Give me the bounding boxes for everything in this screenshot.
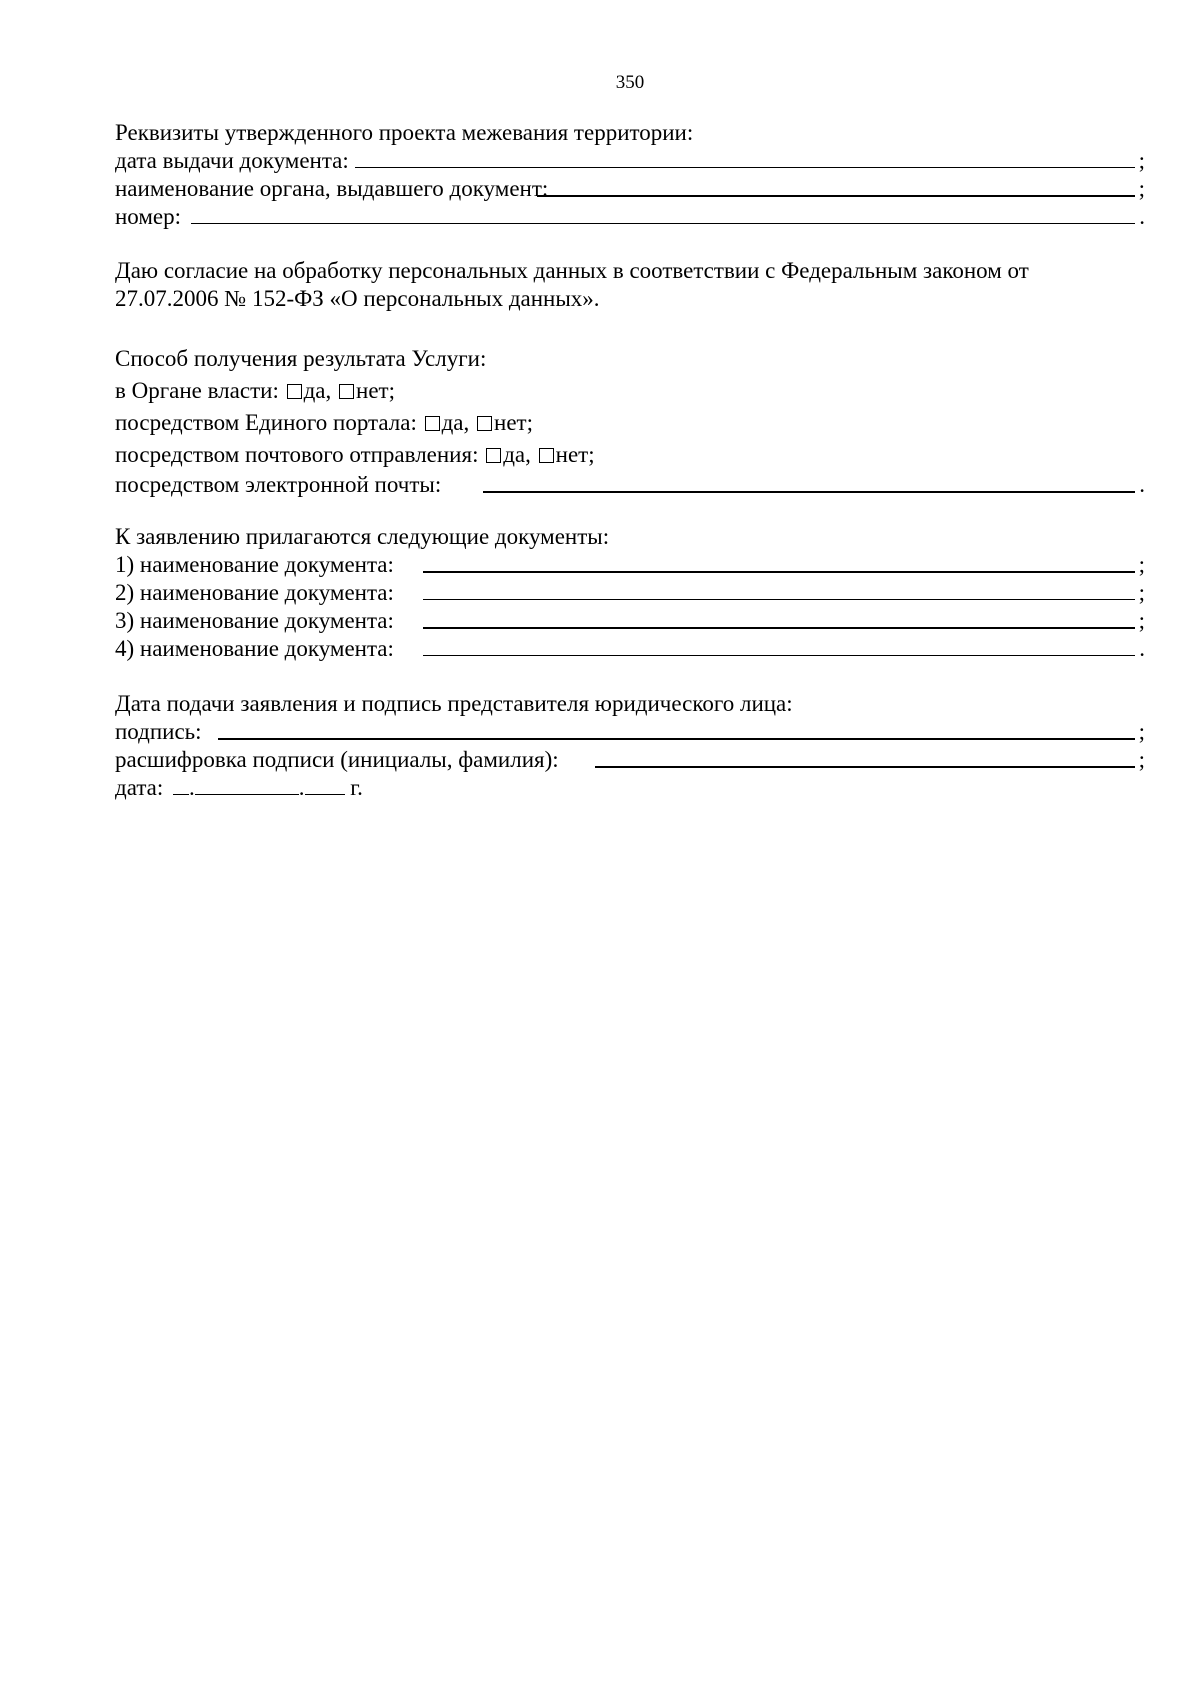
issue-date-end: ;: [1138, 148, 1145, 173]
number-label: номер:: [115, 204, 182, 229]
portal-yes-checkbox[interactable]: [425, 416, 440, 431]
post-no-label: нет;: [555, 442, 595, 467]
attachments-heading: К заявлению прилагаются следующие документы:: [115, 524, 610, 549]
result-portal-label: посредством Единого портала:: [115, 410, 417, 435]
attachment-label-3: 3) наименование документа:: [115, 608, 394, 633]
date-line: [115, 774, 1145, 802]
email-field[interactable]: [483, 471, 1135, 493]
project-requisites-section: [115, 119, 1145, 231]
attachment-field-3[interactable]: [423, 607, 1135, 629]
post-yes-label: да,: [503, 442, 531, 467]
consent-text-1: Даю согласие на обработку персональных данных в соответствии с Федеральным законом от: [115, 258, 1029, 283]
result-portal-row: [115, 407, 533, 439]
issuing-organ-end: ;: [1138, 176, 1145, 201]
result-email-line: [115, 471, 1145, 499]
attachment-end-2: ;: [1138, 580, 1145, 605]
organ-no-checkbox[interactable]: [339, 384, 354, 399]
attachment-field-1[interactable]: [423, 551, 1135, 573]
organ-yes-checkbox[interactable]: [287, 384, 302, 399]
post-yes-checkbox[interactable]: [486, 448, 501, 463]
signature-heading-line: [115, 690, 1145, 718]
issuing-organ-label: наименование органа, выдавшего документ:: [115, 176, 549, 201]
date-day-field[interactable]: [173, 774, 189, 795]
attachment-label-4: 4) наименование документа:: [115, 636, 394, 661]
page-number: 350: [615, 72, 645, 93]
issue-date-field[interactable]: [355, 147, 1135, 168]
result-organ-row: [115, 375, 395, 407]
decode-line: [115, 746, 1145, 774]
consent-line-1: [115, 257, 1145, 285]
attachment-end-4: .: [1139, 636, 1145, 661]
attachment-line-2: [115, 579, 1145, 607]
result-post-line: [115, 439, 1145, 471]
organ-no-label: нет;: [356, 378, 395, 403]
sign-field[interactable]: [218, 718, 1135, 740]
portal-no-checkbox[interactable]: [477, 416, 492, 431]
issue-date-label: дата выдачи документа:: [115, 148, 349, 173]
result-heading: Способ получения результата Услуги:: [115, 346, 487, 371]
result-organ-label: в Органе власти:: [115, 378, 279, 403]
signature-section: [115, 690, 1145, 802]
date-month-field[interactable]: [195, 774, 299, 795]
sign-label: подпись:: [115, 719, 202, 744]
issuing-organ-field[interactable]: [537, 175, 1135, 197]
number-field[interactable]: [191, 203, 1135, 224]
portal-yes-label: да,: [441, 410, 470, 435]
signature-heading: Дата подачи заявления и подпись представителя юридического лица:: [115, 691, 793, 716]
project-heading: Реквизиты утвержденного проекта межевания территории:: [115, 120, 694, 145]
sign-end: ;: [1138, 719, 1145, 744]
result-email-label: посредством электронной почты:: [115, 472, 442, 497]
consent-line-2: [115, 285, 1145, 313]
result-post-row: [115, 439, 595, 471]
attachments-heading-line: [115, 523, 1145, 551]
consent-text-2: 27.07.2006 № 152-ФЗ «О персональных данных».: [115, 286, 600, 311]
attachment-end-1: ;: [1138, 552, 1145, 577]
result-organ-line: [115, 375, 1145, 407]
number-end: .: [1139, 204, 1145, 229]
date-row: дата: . . г.: [115, 775, 363, 800]
decode-label: расшифровка подписи (инициалы, фамилия):: [115, 747, 559, 772]
year-suffix: г.: [350, 775, 363, 800]
sign-line: [115, 718, 1145, 746]
attachment-label-2: 2) наименование документа:: [115, 580, 394, 605]
date-year-field[interactable]: [305, 774, 345, 795]
decode-field[interactable]: [595, 746, 1135, 768]
attachment-field-4[interactable]: [423, 635, 1135, 656]
organ-yes-label: да,: [303, 378, 332, 403]
result-method-section: [115, 343, 1145, 499]
attachment-line-3: [115, 607, 1145, 635]
post-no-checkbox[interactable]: [539, 448, 554, 463]
decode-end: ;: [1138, 747, 1145, 772]
issuing-organ-line: [115, 175, 1145, 203]
date-label: дата:: [115, 775, 164, 800]
result-portal-line: [115, 407, 1145, 439]
attachments-section: [115, 523, 1145, 663]
result-heading-line: [115, 343, 1145, 375]
result-post-label: посредством почтового отправления:: [115, 442, 479, 467]
consent-section: [115, 257, 1145, 313]
number-line: [115, 203, 1145, 231]
attachment-end-3: ;: [1138, 608, 1145, 633]
attachment-line-1: [115, 551, 1145, 579]
attachment-label-1: 1) наименование документа:: [115, 552, 394, 577]
email-end: .: [1139, 472, 1145, 497]
project-heading-line: [115, 119, 1145, 147]
issue-date-line: [115, 147, 1145, 175]
attachment-line-4: [115, 635, 1145, 663]
attachment-field-2[interactable]: [423, 579, 1135, 600]
portal-no-label: нет;: [494, 410, 533, 435]
